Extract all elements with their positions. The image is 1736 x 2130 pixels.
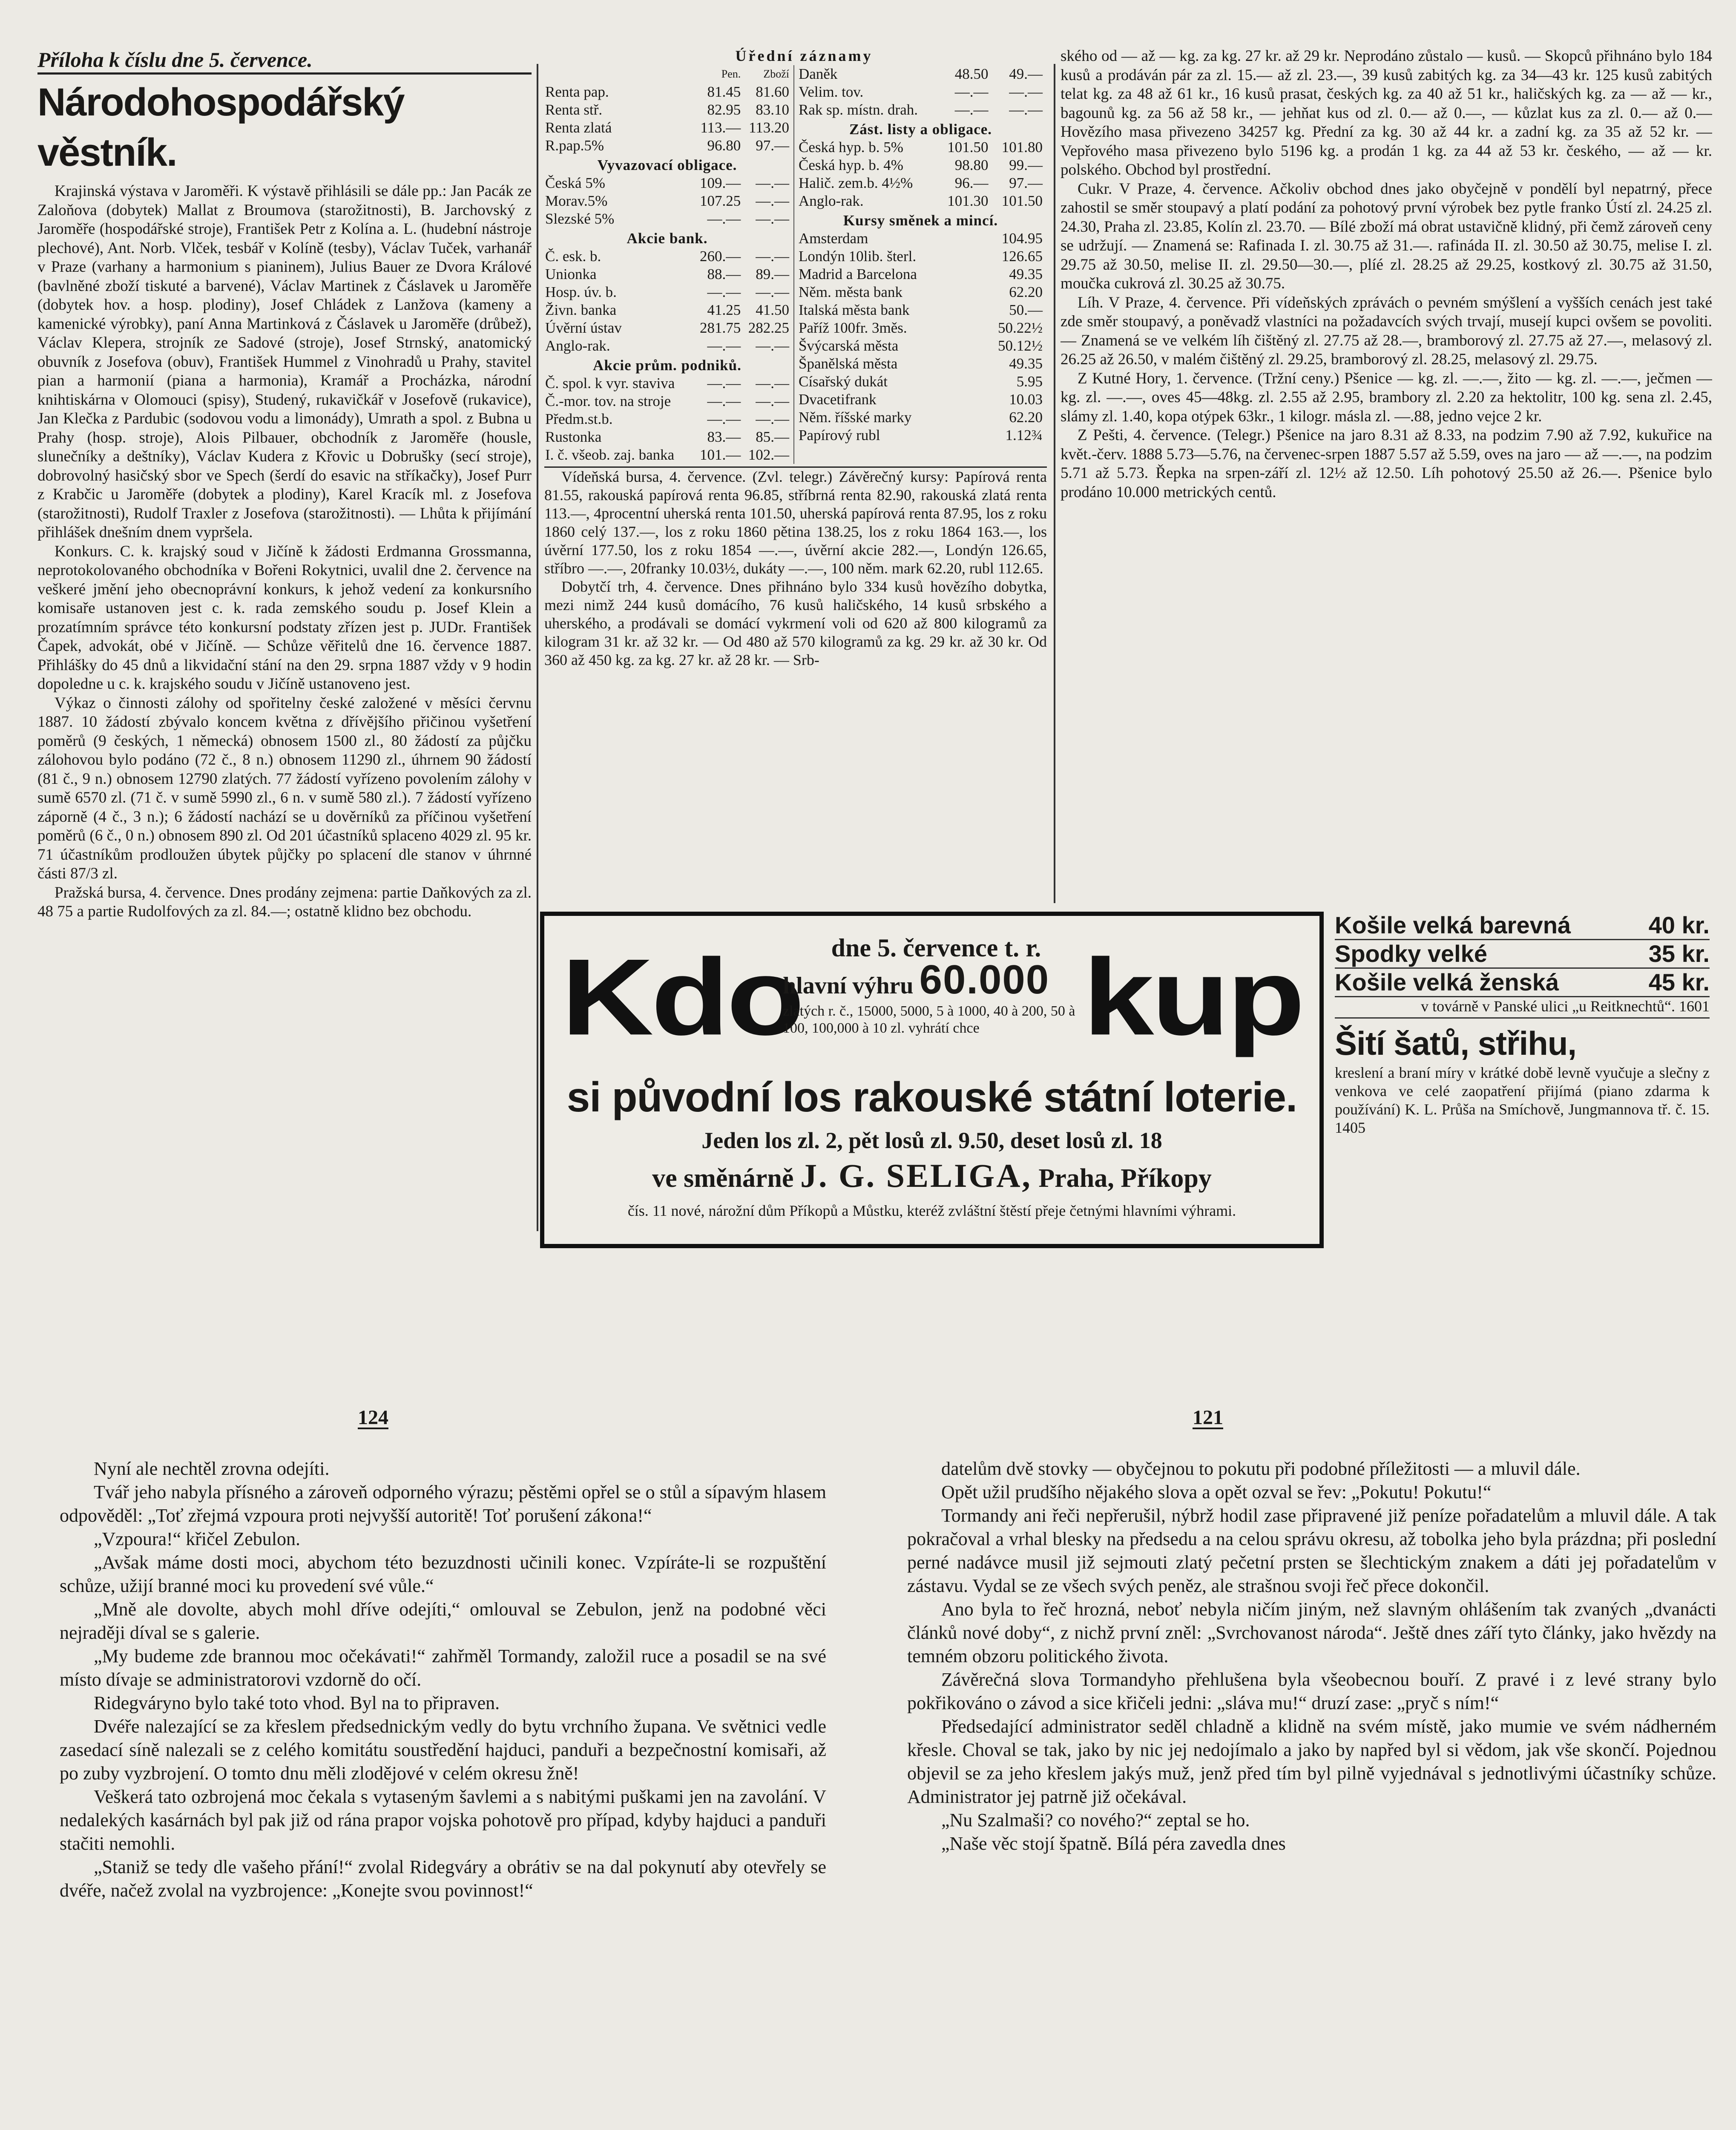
novel-paragraph: „Naše věc stojí špatně. Bílá péra zavedla dnes	[941, 1833, 1286, 1854]
price-sell: 41.50	[756, 302, 789, 318]
novel-paragraph: „Staniž se tedy dle vašeho přání!“ zvolal Ridegváry a obrátiv se na dal pokynutí aby otevřely se dvéře, načež zvolal na vyzbrojence: „Konejte svou povinnost!“	[60, 1857, 826, 1901]
price-sell: —.—	[756, 411, 789, 427]
market-table-right	[798, 65, 1047, 464]
security-name: Předm.st.b.	[545, 411, 613, 427]
commodities-column	[1061, 47, 1712, 903]
security-name: Renta stř.	[545, 101, 603, 118]
table-section-title: Zást. listy a obligace.	[849, 121, 992, 138]
table-row	[798, 265, 1043, 283]
security-name: Česká hyp. b. 4%	[799, 157, 903, 173]
price-sell: —.—	[756, 393, 789, 409]
sewing-ad-title: Šití šatů, střihu,	[1335, 1025, 1577, 1062]
price-sell: 50.22½	[998, 320, 1043, 336]
shirt-item-price: 40 kr.	[1648, 912, 1710, 938]
price-buy: 281.75	[700, 320, 741, 336]
price-sell: 101.80	[1001, 139, 1043, 155]
price-buy: —.—	[707, 284, 741, 300]
novel-paragraph: Dvéře nalezající se za křeslem předsednickým vedly do bytu vrchního župana. Ve světnici vedle zasedací síně nalezali se z celého komitátu soustředění hajduci, panduři a bezpečnostní komisaři, až po zuby vyzbrojení. O tomto dnu měli zlodějové v celém okresu žně!	[60, 1716, 826, 1784]
article-bankruptcy: Konkurs. C. k. krajský soud v Jičíně k žádosti Erdmanna Grossmanna, neprotokolovaného obchodníka v Bořeni Rokytnici, uvalil dne 2. července na veškeré jmění jeho obecnoprávní konkurs, k jehož vedení za konkursního komisaře ustanoven jest c. k. rada zemského soudu p. Josef Klein a prozatímním správce této konkursní podstaty zřízen jest p. JUDr. František Čapek, advokát, obé v Jičíně. — Schůze věřitelů dne 16. července 1887. Přihlášky do 45 dnů a likvidační stání na den 29. srpna 1887 vždy v 9 hodin dopoledne u c. k. krajského soudu v Jičíně ustanoveno jest.	[37, 542, 532, 693]
column-header-label: Zboží	[763, 68, 789, 80]
price-sell: 50.12½	[998, 337, 1043, 354]
table-row	[544, 210, 790, 228]
market-column-header	[544, 65, 790, 83]
price-buy	[939, 230, 989, 248]
masthead-title: Národohospodářský věstník.	[37, 81, 404, 174]
ad-main-win-amount: 60.000	[919, 957, 1050, 1002]
security-name: Paříž 100fr. 3měs.	[799, 320, 907, 336]
price-sell: —.—	[756, 193, 789, 209]
security-name: Č. esk. b.	[545, 248, 601, 265]
security-name: Madrid a Barcelona	[799, 266, 917, 282]
price-sell: —.—	[756, 375, 789, 391]
table-section-row	[544, 355, 790, 374]
shirt-ad-row	[1335, 912, 1710, 940]
market-table-left	[544, 65, 794, 464]
table-row	[544, 192, 790, 210]
price-buy	[939, 426, 989, 444]
price-buy: 96.80	[707, 137, 741, 154]
column-divider	[1054, 64, 1055, 903]
shirt-item-price: 45 kr.	[1648, 969, 1710, 996]
price-sell: —.—	[756, 248, 789, 265]
novel-paragraph: „Mně ale dovolte, abych mohl dříve odejíti,“ omlouval se Zebulon, jenž na podobné věci nejraději díval se s galerie.	[60, 1599, 826, 1643]
ad-main-win	[783, 957, 1089, 1003]
shirt-ad-row	[1335, 969, 1710, 997]
price-buy: 113.—	[700, 119, 741, 136]
price-sell: 5.95	[1016, 373, 1043, 390]
article-savings: Výkaz o činnosti zálohy od spořitelny české založené v měsíci červnu 1887. 10 žádostí zbývalo koncem května z dřívějšího přičinou vyšetření poměrů (9 českých, 1 německá) obnosem 1500 zl., 80 žádostí za půjčku zálohovou bylo podáno (72 č., 8 n.) obnosem 11290 zl., úhrnem 90 žádostí (81 č., 9 n.) obnosem 12790 zlatých. 77 žádostí vyřízeno povolením zálohy v sumě 6570 zl. (71 č. v sumě 5990 zl., 6 n. v sumě 580 zl.). 7 žádostí vyřízeno záporně (4 č., 3 n.); 6 žádostí nachází se u dověrníků za příčinou vyšetření poměrů (6 č., 0 n.) obnosem 890 zl. Od 201 účastníků splaceno 4029 zl. 95 kr. 71 účastníkům prodloužen úbytek půjčky po splacení dle stanov v úhrnné části 87/3 zl.	[37, 694, 532, 882]
table-row	[798, 409, 1043, 426]
table-section-title: Vyvazovací obligace.	[597, 157, 737, 173]
page-number-left: 124	[358, 1406, 388, 1429]
table-row	[798, 337, 1043, 355]
price-sell: 62.20	[1009, 284, 1043, 300]
supplement-header: Příloha k číslu dne 5. července.	[37, 47, 532, 75]
price-buy	[939, 301, 989, 319]
article-vienna-bourse: Vídeňská bursa, 4. července. (Zvl. telegr.) Závěrečný kursy: Papírová renta 81.55, rakouská papírová renta 96.85, stříbrná renta 82.90, rakouská zlatá renta 113.—, 4procentní uherská renta 101.50, uherská papírová renta 87.95, los z roku 1860 celý 137.—, los z roku 1860 pětina 138.25, los z roku 1864 163.—, los úvěrní 177.50, los z roku 1854 —.—, úvěrní akcie 282.—, Londýn 126.65, stříbro —.—, 20franky 10.03½, dukáty —.—, 100 něm. mark 62.20, rubl 112.65.	[544, 468, 1047, 577]
price-buy: 81.45	[707, 83, 741, 100]
security-name: Amsterdam	[799, 230, 868, 247]
market-column	[544, 47, 1047, 903]
table-row	[798, 230, 1043, 248]
security-name: Španělská města	[799, 355, 898, 372]
table-row	[798, 192, 1043, 210]
table-section-row	[798, 210, 1043, 230]
novel-paragraph: „My budeme zde brannou moc očekávati!“ zahřměl Tormandy, založil ruce a posadil se na své místo dívaje se administratorovi vzdorně do očí.	[60, 1646, 826, 1690]
price-buy: —.—	[707, 411, 741, 427]
price-buy: —.—	[707, 210, 741, 227]
price-buy: 96.—	[954, 175, 989, 191]
ad-headline: si původní los rakouské státní loterie.	[566, 1074, 1297, 1120]
security-name: Švýcarská města	[799, 337, 899, 354]
price-buy: 83.—	[707, 429, 741, 445]
ad-firm-prefix: ve směnárně	[652, 1164, 794, 1193]
table-row	[544, 265, 790, 283]
novel-paragraph: Tvář jeho nabyla přísného a zároveň odporného výrazu; pěstěmi opřel se o stůl a sípavým hlasem odpověděl: „Toť zřejmá vzpoura proti nejvyšší autoritě! Toť porušení zákona!“	[60, 1482, 826, 1526]
security-name: R.pap.5%	[545, 137, 604, 154]
price-buy	[939, 337, 989, 355]
economic-column	[37, 47, 532, 1231]
price-sell: 104.95	[1001, 230, 1043, 247]
price-buy: 101.50	[947, 139, 989, 155]
table-section-row	[544, 155, 790, 174]
ad-address: čís. 11 nové, nárožní dům Příkopů a Můstku, kteréž zvláštní štěstí přeje četnými hlavními výhrami.	[627, 1202, 1236, 1219]
security-name: Italská města bank	[799, 302, 910, 318]
article-prague-bourse: Pražská bursa, 4. července. Dnes prodány zejmena: partie Daňkových za zl. 48 75 a partie Rudolfových za zl. 84.—; ostatně klidno bez obchodu.	[37, 884, 532, 920]
newspaper-supplement	[37, 47, 1716, 1248]
shirt-item-price: 35 kr.	[1648, 940, 1710, 967]
security-name: Halič. zem.b. 4½%	[799, 175, 913, 191]
table-row	[544, 374, 790, 392]
table-row	[798, 83, 1043, 101]
article-exhibition: Krajinská výstava v Jaroměři. K výstavě přihlásili se dále pp.: Jan Pacák ze Zaloňova (dobytek) Mallat z Broumova (starožitnosti), B. Jarchovský z Jaroměře (hospodářské stroje), František Petr z Kolína a. L. (hudební nástroje plechové), Ant. Norb. Vlček, tesbář v Kolíně (tesby), Václav Tuček, varhanář v Praze (varhany a harmonium s pianinem), Julius Bauer ze Dvora Králové (bavlněné zboží tiskuté a barvené), Václav Martinek z Čáslavek u Jaroměře (dobytek hov. a hosp. plodiny), Josef Chládek z Lanžova (kameny a kamenické výrobky), paní Anna Martinková z Čáslavek u Jaroměře (drůbež), Václav Klepera, strojník ze Sadové (stroje), Josef Strnský, anatomický obuvník z Josefova (obuv), František Hummel z Vinohradů u Prahy, stavitel pian a harmonií (piana a harmonia), Kramář a Procházka, národní knihtiskárna v Olomouci (spisy), Studený, rukavičkář v Josefově (rukavice), Jan Klečka z Pardubic (sodovou vodu a limonády), Umrath a spol. z Bubna u Prahy (hosp. stroje), Alois Pilbauer, obchodník z Jaroměře (housle, slunečníky a deštníky), Václav Kudera z Křovic u Dobrušky (secí stroje), dobrovolný hasičský sbor ve Spech (šerdí do esavic na stříkačky), Josef Purr z Krabčic u Jaroměře (dobytek a plodiny), Karel Kracík ml. z Josefova (starožitnosti), Rudolf Traxler z Josefova (starožitnosti). — Lhůta k přijímání přihlášek dnešním dnem vypršela.	[37, 182, 532, 541]
price-sell: 10.03	[1009, 391, 1043, 408]
price-sell: —.—	[756, 337, 789, 354]
price-sell: —.—	[1009, 101, 1043, 118]
price-sell: 89.—	[756, 266, 789, 282]
ad-main-win-label: hlavní výhru	[783, 973, 914, 999]
article-pest: Z Pešti, 4. července. (Telegr.) Pšenice na jaro 8.31 až 8.33, na podzim 7.90 až 7.92, kukuřice na květ.-červ. 1888 5.73—5.76, na červenec-srpen 1887 5.57 až 5.59, oves na jaro — až —.—, na podzim 5.71 až 5.73. Řepka na srpen-září zl. 12½ až 12.50. Líh pohotový 25.50 až 26.—. Pšenice bylo prodáno 10.000 metrických centů.	[1061, 426, 1712, 501]
classified-ads	[1335, 912, 1710, 1248]
article-cattle-market: Dobytčí trh, 4. července. Dnes přihnáno bylo 334 kusů hovězího dobytka, mezi nimž 244 kusů domácího, 76 kusů haličského, 14 kusů srbského a uherského, a prodávali se domácí vykrmení voli od 620 až 800 kilogramů za kilogram 31 kr. až 32 kr. — Od 480 až 570 kilogramů za kg. 29 kr. až 30 kr. Od 360 až 450 kg. za kg. 27 kr. až 28 kr. — Srb-	[544, 578, 1047, 668]
price-sell: 85.—	[756, 429, 789, 445]
price-sell: 62.20	[1009, 409, 1043, 426]
table-row	[544, 319, 790, 337]
novel-paragraph: Předsedající administrator seděl chladně a klidně na svém místě, jako mumie ve svém nádherném křesle. Choval se tak, jako by nic jej nedojímalo a jako by napřed byl si vědom, jak vše skončí. Pojednou objevil se za jeho křeslem jakýs muž, jenž před tím byl pilně vyjednával s jednotlivými účastníky schůze. Administrator jej patrně již očekával.	[907, 1716, 1716, 1807]
price-buy: 41.25	[707, 302, 741, 318]
ad-prize-block	[783, 933, 1089, 1037]
header-spacer	[544, 65, 693, 83]
column-divider	[537, 64, 538, 1231]
price-buy	[939, 319, 989, 337]
security-name: Česká 5%	[545, 175, 605, 191]
security-name: Londýn 10lib. šterl.	[799, 248, 917, 265]
security-name: Daněk	[799, 66, 838, 82]
lottery-advertisement	[540, 912, 1324, 1248]
price-buy	[939, 355, 989, 373]
table-row	[544, 428, 790, 446]
security-name: Císařský dukát	[799, 373, 888, 390]
ad-word-left: Kdo	[561, 936, 802, 1058]
price-buy	[939, 373, 989, 391]
price-buy: 101.30	[947, 193, 989, 209]
security-name: Rustonka	[545, 429, 602, 445]
price-sell: 101.50	[1001, 193, 1043, 209]
article-cattle-cont: ského od — až — kg. za kg. 27 kr. až 29 kr. Neprodáno zůstalo — kusů. — Skopců přihnáno bylo 184 kusů a prodáván pár za zl. 15.— až zl. 23.—, 39 kusů zabitých kg. za 34—43 kr. 125 kusů zabitých telat kg. za 48 až 61 kr., 16 kusů prasat, českých kg. za 40 až 51 kr., haličských kg. za — až — kr., bagounů kg. za 56 až 58 kr., — jehňat kus od zl. 0.— až 0.—, — kůzlat kus za zl. 0.— až 0.— Hovězího masa přivezeno 34257 kg. Přední za kg. 30 až 44 kr. a zadní kg. za 35 až 52 kr. — Vepřového masa přivezeno bylo 5196 kg. a prodán 1 kg. za 44 až 53 kr. českého, — až — kr. polského. Obchod byl prostřední.	[1061, 47, 1712, 178]
price-sell: —.—	[756, 175, 789, 191]
table-row	[544, 248, 790, 265]
table-row	[798, 101, 1043, 119]
price-buy: —.—	[707, 393, 741, 409]
novel-pages	[0, 1406, 1736, 2130]
ad-firm-name: J. G. SELIGA,	[800, 1157, 1032, 1194]
novel-paragraph: „Vzpoura!“ křičel Zebulon.	[94, 1528, 300, 1549]
novel-paragraph: Nyní ale nechtěl zrovna odejíti.	[94, 1458, 330, 1479]
article-spirits: Líh. V Praze, 4. července. Při vídeňských zprávách o pevném smýšlení a vyšších cenách jest také zde směr stoupavý, a poněvadž vlastníci na požadavcích svých trvají, musejí kupci ovšem se povoliti. — Znamená se ve velkém líh čištěný zl. 27.75 až 28.—, bramborový zl. 27.75 až 27.—, melasový zl. 26.25 až 26.50, v malém čištěný zl. 29.25, bramborový zl. 28.25, melasový zl. 29.75.	[1061, 294, 1712, 368]
table-row	[544, 137, 790, 155]
price-sell: 126.65	[1001, 248, 1043, 265]
article-kutna-hora: Z Kutné Hory, 1. července. (Tržní ceny.) Pšenice — kg. zl. —.—, žito — kg. zl. —.—, ječmen — kg. zl. —.—, oves 45—48kg. zl. 2.55 až 2.95, brambory zl. 2.20 za hektolitr, 100 kg. sena zl. 2.45, slámy zl. 1.40, kopa otýpek 63kr., 1 kilogr. másla zl. —.88, jedno vejce 2 kr.	[1061, 369, 1712, 425]
security-name: Něm. města bank	[799, 284, 902, 300]
table-row	[798, 65, 1043, 83]
table-row	[798, 391, 1043, 409]
price-buy: 109.—	[700, 175, 741, 191]
security-name: Rak sp. místn. drah.	[799, 101, 918, 118]
table-row	[798, 373, 1043, 391]
novel-paragraph: Opět užil prudšího nějakého slova a opět ozval se řev: „Pokutu! Pokutu!“	[941, 1482, 1492, 1503]
security-name: Velim. tov.	[799, 83, 864, 100]
price-sell: 97.—	[756, 137, 789, 154]
price-sell: 97.—	[1009, 175, 1043, 191]
security-name: Č. spol. k vyr. staviva	[545, 375, 675, 391]
novel-paragraph: „Avšak máme dosti moci, abychom této bezuzdnosti učinili konec. Vzpíráte-li se rozpuštění schůze, užijí branné moci ku provedení své vůle.“	[60, 1552, 826, 1596]
ad-prize-list: zlatých r. č., 15000, 5000, 5 à 1000, 40 à 200, 50 à 100, 100,000 à 10 zl. vyhrátí chce	[783, 1003, 1075, 1036]
security-name: Slezské 5%	[545, 210, 615, 227]
price-sell: 49.35	[1009, 355, 1043, 372]
security-name: Morav.5%	[545, 193, 608, 209]
ad-date: dne 5. července t. r.	[831, 934, 1041, 962]
price-buy	[939, 248, 989, 265]
table-row	[544, 119, 790, 137]
table-section-row	[798, 119, 1043, 138]
table-row	[798, 355, 1043, 373]
table-row	[798, 248, 1043, 265]
price-sell: 113.20	[749, 119, 789, 136]
novel-left-column	[60, 1457, 826, 1902]
price-buy: 107.25	[700, 193, 741, 209]
table-row	[798, 156, 1043, 174]
security-name: Anglo-rak.	[799, 193, 864, 209]
novel-paragraph: Veškerá tato ozbrojená moc čekala s vytaseným šavlemi a s nabitými puškami jen na zavolání. V nedalekých kasárnách byl pak již od rána prapor vojska pohotově pro případ, kdyby hajduci a panduři stačiti nemohli.	[60, 1786, 826, 1854]
novel-right-column	[907, 1457, 1716, 1855]
novel-paragraph: datelům dvě stovky — obyčejnou to pokutu při podobné příležitosti — a mluvil dále.	[941, 1458, 1581, 1479]
ad-word-right: kup	[1083, 936, 1302, 1058]
table-row	[798, 174, 1043, 192]
security-name: Česká hyp. b. 5%	[799, 139, 903, 155]
table-row	[798, 426, 1043, 444]
shirt-ad-note: v továrně v Panské ulici „u Reitknechtů“. 1601	[1335, 997, 1710, 1019]
article-sugar: Cukr. V Praze, 4. července. Ačkoliv obchod dnes jako obyčejně v pondělí byl nepatrný, přece zahostil se směr stoupavý a platí podání za pohotový první výrobek bez pytle franko Ústí zl. 24.25 zl. 24.30, Praha zl. 23.85, Kolín zl. 23.70. — Bílé zboží má obrat ustavičně klidný, při čemž zároveň ceny se udržují. — Znamená se: Rafinada I. zl. 30.75 až 31.—. rafináda II. zl. 30.50 až 30.75, melise I. zl. 29.75 až 30.50, melise II. zl. 29.50—30.—, plíé zl. 28.25 až 29.25, kostkový zl. 30.75 až 31.50, moučka cukrová zl. 30.25 až 30.75.	[1061, 180, 1712, 292]
page-number-right: 121	[1193, 1406, 1223, 1429]
price-sell: 49.—	[1009, 66, 1043, 82]
price-buy	[939, 283, 989, 301]
price-buy: 88.—	[707, 266, 741, 282]
novel-paragraph: „Nu Szalmaši? co nového?“ zeptal se ho.	[941, 1810, 1250, 1831]
shirt-item-label: Košile velká ženská	[1335, 969, 1559, 996]
shirt-item-label: Košile velká barevná	[1335, 912, 1571, 938]
price-buy: —.—	[954, 83, 989, 100]
price-sell: 83.10	[756, 101, 789, 118]
security-name: Něm. říšské marky	[799, 409, 912, 426]
table-row	[544, 101, 790, 119]
ad-firm-place: Praha, Příkopy	[1038, 1164, 1212, 1193]
table-row	[544, 392, 790, 410]
security-name: Papírový rubl	[799, 427, 880, 443]
table-row	[544, 301, 790, 319]
price-sell: 282.25	[748, 320, 789, 336]
price-sell: 81.60	[756, 83, 789, 100]
security-name: Úvěrní ústav	[545, 320, 622, 336]
security-name: Živn. banka	[545, 302, 617, 318]
table-row	[544, 446, 790, 464]
market-tables	[544, 65, 1047, 468]
sewing-ad-text: kreslení a braní míry v krátké době levně vyučuje a slečny z venkova ve celé zaopatření přijímá (piano zdarma k používání) K. L. Průša na Smíchově, Jungmannova tř. č. 15. 1405	[1335, 1064, 1710, 1136]
price-sell: —.—	[756, 284, 789, 300]
price-sell: 49.35	[1009, 266, 1043, 282]
novel-paragraph: Závěrečná slova Tormandyho přehlušena byla všeobecnou bouří. Z pravé i z levé strany bylo pokřikováno o závod a sice křičeli jedni: „sláva mu!“ druzí zase: „pryč s ním!“	[907, 1669, 1716, 1713]
shirt-item-label: Spodky velké	[1335, 940, 1487, 967]
table-section-title: Akcie bank.	[627, 230, 708, 247]
price-buy	[939, 265, 989, 283]
price-buy: 260.—	[700, 248, 741, 265]
price-buy: —.—	[707, 375, 741, 391]
column-header-label: Pen.	[721, 68, 741, 80]
ad-firm	[544, 1159, 1319, 1195]
price-sell: 1.12¾	[1005, 427, 1043, 443]
price-sell: 102.—	[748, 446, 789, 463]
price-sell: 99.—	[1009, 157, 1043, 173]
price-buy: 101.—	[700, 446, 741, 463]
table-row	[798, 319, 1043, 337]
security-name: Anglo-rak.	[545, 337, 610, 354]
table-row	[544, 410, 790, 428]
table-row	[798, 138, 1043, 156]
price-buy: —.—	[707, 337, 741, 354]
price-buy: —.—	[954, 101, 989, 118]
ad-prices: Jeden los zl. 2, pět losů zl. 9.50, deset losů zl. 18	[701, 1128, 1162, 1153]
price-buy: 82.95	[707, 101, 741, 118]
price-buy: 48.50	[954, 66, 989, 82]
security-name: Č.-mor. tov. na stroje	[545, 393, 671, 409]
security-name: Dvacetifrank	[799, 391, 877, 408]
security-name: Unionka	[545, 266, 597, 282]
price-sell: —.—	[756, 210, 789, 227]
price-buy	[939, 391, 989, 409]
novel-paragraph: Ano byla to řeč hrozná, neboť nebyla ničím jiným, než slavným ohlášením tak zvaných „dvanácti článků nové doby“, z nichž první zněl: „Svrchovanost národa“. Ještě dnes září tyto články, jako hvězdy na temném obzoru politického života.	[907, 1599, 1716, 1667]
table-row	[544, 337, 790, 355]
table-row	[544, 83, 790, 101]
security-name: Hosp. úv. b.	[545, 284, 617, 300]
novel-paragraph: Ridegváryno bylo také toto vhod. Byl na to připraven.	[94, 1692, 500, 1713]
table-section-row	[544, 228, 790, 248]
table-row	[544, 283, 790, 301]
novel-paragraph: Tormandy ani řeči nepřerušil, nýbrž hodil zase připravené již peníze pořadatelům a mluvil dále. A tak pokračoval a vrhal blesky na předsedu a na celou správu okresu, až tobolka jeho byla prázdna; při poslední perné nadávce musil již sejmouti zlatý pečetní prsten se šlechtickým znakem a dáti jej pořadatelům v zástavu. Vydal se ze všech svých peněz, ale strašnou svoji řeč přece dokončil.	[907, 1505, 1716, 1596]
shirt-ad-row	[1335, 940, 1710, 969]
security-name: Renta zlatá	[545, 119, 612, 136]
table-row	[798, 301, 1043, 319]
price-sell: —.—	[1009, 83, 1043, 100]
table-section-title: Akcie prům. podniků.	[593, 357, 742, 374]
table-section-title: Kursy směnek a mincí.	[843, 212, 998, 229]
security-name: I. č. všeob. zaj. banka	[545, 446, 675, 463]
table-row	[798, 283, 1043, 301]
price-sell: 50.—	[1009, 302, 1043, 318]
table-row	[544, 174, 790, 192]
price-buy: 98.80	[954, 157, 989, 173]
price-buy	[939, 409, 989, 426]
security-name: Renta pap.	[545, 83, 609, 100]
market-heading: Úřední záznamy	[735, 47, 873, 64]
